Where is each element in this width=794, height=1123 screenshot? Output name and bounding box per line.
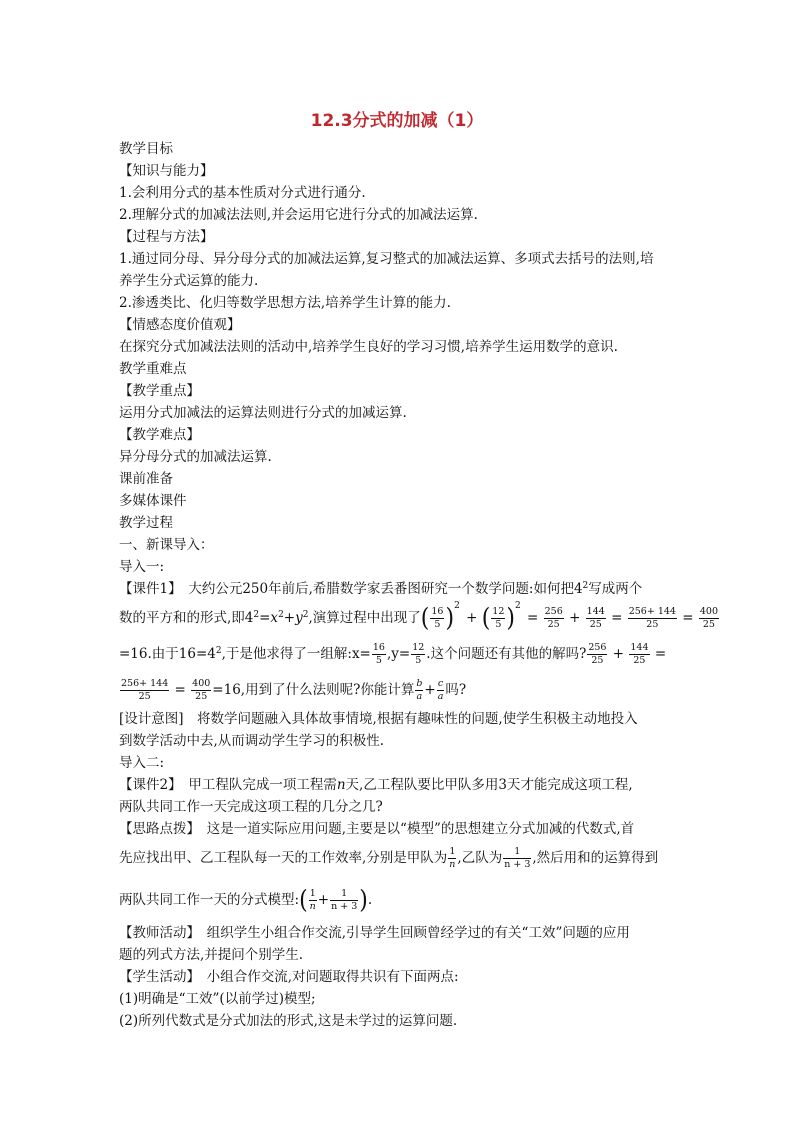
fraction: $\frac{256}{25}$ <box>544 606 563 630</box>
formula-line-5: 两队共同工作一天的分式模型:( $\frac{1}{n}$ + $\frac{1}{n + 3}$ ). <box>119 885 373 915</box>
text-line: 两队共同工作一天完成这项工程的几分之几? <box>119 799 383 815</box>
hint-line: 【思路点拨】 这是一道实际应用问题,主要是以“模型”的思想建立分式加减的代数式,首 <box>119 821 635 837</box>
fraction: $\frac{1}{n}$ <box>449 846 456 870</box>
document-body <box>119 138 719 1032</box>
fraction: $\frac{16}{5}$ <box>431 606 444 630</box>
text-line: 教学过程 <box>119 515 173 531</box>
courseware-1-line: 【课件1】 大约公元250年前后,希腊数学家丢番图研究一个数学问题:如何把$4^2$写成两个 <box>119 581 643 597</box>
text-line: 题的列式方法,并提问个别学生. <box>119 947 304 963</box>
fraction: $\frac{256+ 144}{25}$ <box>628 606 676 630</box>
text-line: [设计意图] 将数学问题融入具体故事情境,根据有趣味性的问题,使学生积极主动地投入 <box>119 711 638 727</box>
fraction: $\frac{400}{25}$ <box>192 678 211 702</box>
fraction: $\frac{12}{5}$ <box>412 642 425 666</box>
text-line: 一、新课导入： <box>119 537 214 553</box>
fraction: $\frac{b}{a}$ <box>416 678 423 702</box>
text-line: 【过程与方法】 <box>119 229 214 245</box>
text-line: 教学重难点 <box>119 361 187 377</box>
text-line: (1)明确是“工效”(以前学过)模型; <box>119 991 316 1007</box>
courseware-1-label: 【课件1】 <box>119 581 175 597</box>
text-line: 到数学活动中去,从而调动学生学习的积极性. <box>119 733 385 749</box>
text-line: 异分母分式的加减法运算. <box>119 449 272 465</box>
formula-line-1: 数的平方和的形式,即$4^2=x^2+y^2$,演算过程中出现了( $\frac{16}{5}$ )$^2$ + ( $\frac{12}{5}$ )$^2$ = $\frac{256}{25}$ + $\frac{144}{25}$ = $\frac{256+ 144}{25}$ = $\frac{400}{25}$ <box>119 601 719 633</box>
text-line: 【教学重点】 <box>119 383 200 399</box>
text-line: 【学生活动】 小组合作交流,对问题取得共识有下面两点: <box>119 969 459 985</box>
fraction: $\frac{16}{5}$ <box>372 642 385 666</box>
fraction: $\frac{256}{25}$ <box>588 642 607 666</box>
fraction: $\frac{144}{25}$ <box>630 642 649 666</box>
hint-label: 【思路点拨】 <box>119 821 194 837</box>
text-line: 运用分式加减法的运算法则进行分式的加减运算. <box>119 405 407 421</box>
page-title: 12.3分式的加减（1） <box>310 111 484 131</box>
text-line: 【教师活动】 组织学生小组合作交流,引导学生回顾曾经学过的有关“工效”问题的应用 <box>119 925 630 941</box>
formula-line-2: =16.由于$16=4^2$,于是他求得了一组解:x= $\frac{16}{5}$ ,y= $\frac{12}{5}$ .这个问题还有其他的解吗? $\frac{256}{25}$ + $\frac{144}{25}$ = <box>119 642 667 666</box>
fraction: $\frac{144}{25}$ <box>586 606 605 630</box>
fraction: $\frac{1}{n + 3}$ <box>504 846 531 870</box>
formula-line-4: 先应找出甲、乙工程队每一天的工作效率,分别是甲队为 $\frac{1}{n}$ ,乙队为 $\frac{1}{n + 3}$ ,然后用和的运算得到 <box>119 846 659 870</box>
text-line: 2.渗透类比、化归等数学思想方法,培养学生计算的能力. <box>119 295 451 311</box>
text-line: (2)所列代数式是分式加法的形式,这是未学过的运算问题. <box>119 1013 458 1029</box>
text-line: 教学目标 <box>119 141 173 157</box>
text-line: 导入一: <box>119 559 165 575</box>
fraction: $\frac{400}{25}$ <box>699 606 719 630</box>
text-line: 1.通过同分母、异分母分式的加减法运算,复习整式的加减法运算、多项式去括号的法则,培 <box>119 251 654 267</box>
text-line: 导入二: <box>119 755 165 771</box>
text-line: 【情感态度价值观】 <box>119 317 241 333</box>
text-line: 多媒体课件 <box>119 493 187 509</box>
courseware-2-label: 【课件2】 <box>119 777 175 793</box>
text-line: 课前准备 <box>119 471 173 487</box>
text-line: 1.会利用分式的基本性质对分式进行通分. <box>119 185 366 201</box>
formula-line-3: $\frac{256+ 144}{25}$ = $\frac{400}{25}$ =16,用到了什么法则呢?你能计算 $\frac{b}{a}$ + $\frac{c}{a}$ 吗? <box>121 678 467 702</box>
text-line: 【教学难点】 <box>119 427 200 443</box>
fraction: $\frac{1}{n}$ <box>309 888 316 912</box>
text-line: 在探究分式加减法法则的活动中,培养学生良好的学习习惯,培养学生运用数学的意识. <box>119 339 618 355</box>
fraction: $\frac{256+ 144}{25}$ <box>121 678 169 702</box>
courseware-2-line: 【课件2】 甲工程队完成一项工程需n天,乙工程队要比甲队多用3天才能完成这项工程, <box>119 777 633 793</box>
fraction: $\frac{12}{5}$ <box>492 606 505 630</box>
fraction: $\frac{1}{n + 3}$ <box>331 888 358 912</box>
text-line: 2.理解分式的加减法法则,并会运用它进行分式的加减法运算. <box>119 207 478 223</box>
text-line: 【知识与能力】 <box>119 163 214 179</box>
text-line: 养学生分式运算的能力. <box>119 273 259 289</box>
fraction: $\frac{c}{a}$ <box>437 678 444 702</box>
